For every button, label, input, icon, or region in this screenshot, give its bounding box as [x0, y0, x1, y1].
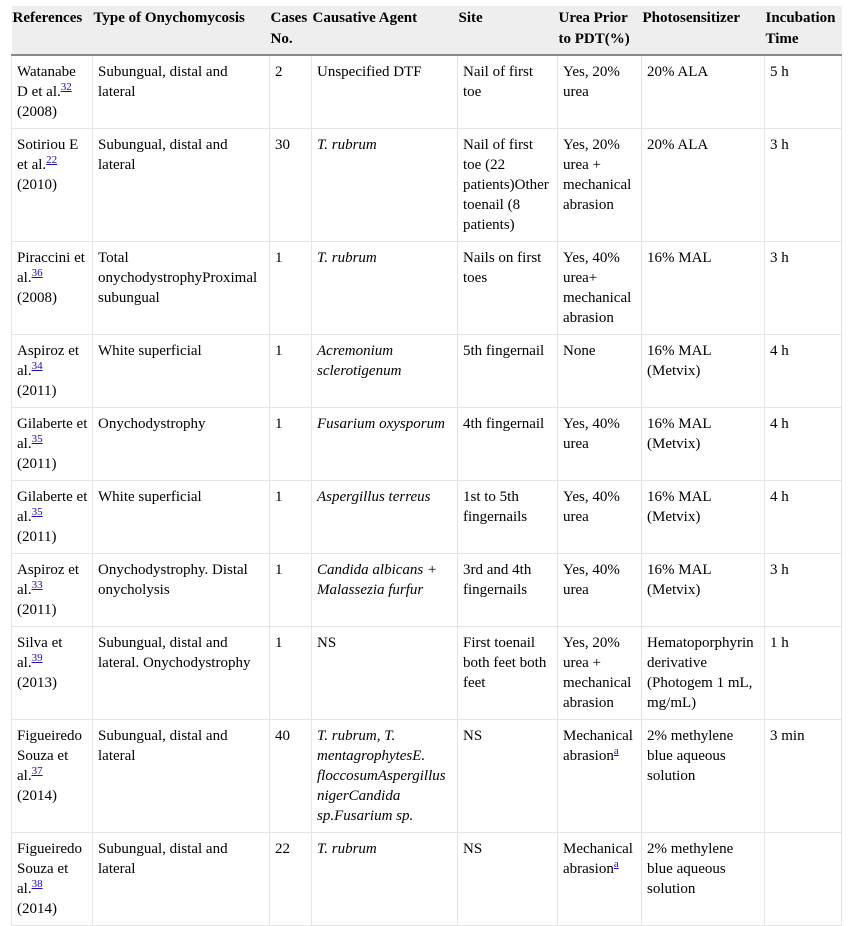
reference-year: (2010) — [17, 177, 57, 193]
table-row — [12, 627, 842, 720]
reference-year: (2011) — [17, 602, 57, 618]
photosensitizer-cell: 2% methylene blue aqueous solution — [642, 833, 765, 926]
reference-cell — [12, 408, 93, 481]
urea-cell — [558, 335, 642, 408]
reference-cell — [12, 554, 93, 627]
urea-text: Yes, 40% urea — [563, 562, 620, 598]
photosensitizer-cell: 2% methylene blue aqueous solution — [642, 720, 765, 833]
table-row — [12, 242, 842, 335]
reference-year: (2014) — [17, 788, 57, 804]
table-container — [11, 6, 841, 926]
type-cell: White superficial — [93, 335, 270, 408]
urea-cell — [558, 720, 642, 833]
type-cell: Subungual, distal and lateral — [93, 55, 270, 129]
urea-text: Mechanical abrasion — [563, 841, 633, 877]
urea-text: None — [563, 343, 596, 359]
cases-cell: 1 — [270, 481, 312, 554]
reference-authors: Piraccini et al. — [17, 250, 85, 286]
table-row — [12, 335, 842, 408]
reference-link[interactable]: 39 — [31, 652, 43, 664]
photosensitizer-cell: 20% ALA — [642, 129, 765, 242]
photosensitizer-cell: 16% MAL (Metvix) — [642, 408, 765, 481]
cases-cell: 40 — [270, 720, 312, 833]
site-cell: 4th fingernail — [458, 408, 558, 481]
table-row — [12, 408, 842, 481]
cases-cell: 22 — [270, 833, 312, 926]
reference-authors: Gilaberte et al. — [17, 489, 88, 525]
reference-authors: Silva et al. — [17, 635, 63, 671]
reference-authors: Aspiroz et al. — [17, 343, 80, 379]
reference-authors: Figueiredo Souza et al. — [17, 841, 82, 897]
table-row — [12, 554, 842, 627]
reference-authors: Aspiroz et al. — [17, 562, 80, 598]
reference-link[interactable]: 35 — [31, 506, 43, 518]
urea-cell — [558, 242, 642, 335]
urea-cell — [558, 129, 642, 242]
agent-cell: Candida albicans + Malassezia furfur — [312, 554, 458, 627]
urea-cell — [558, 408, 642, 481]
header-cell: Cases No. — [270, 6, 312, 55]
table-row — [12, 129, 842, 242]
urea-text: Yes, 40% urea — [563, 489, 620, 525]
header-cell: Site — [458, 6, 558, 55]
table-row — [12, 833, 842, 926]
reference-authors: Sotiriou E et al. — [17, 137, 79, 173]
urea-cell — [558, 833, 642, 926]
header-cell: Urea Prior to PDT(%) — [558, 6, 642, 55]
cases-cell: 1 — [270, 408, 312, 481]
incubation-cell: 3 h — [765, 554, 842, 627]
site-cell: First toenail both feet both feet — [458, 627, 558, 720]
agent-cell: T. rubrum — [312, 129, 458, 242]
cases-cell: 1 — [270, 627, 312, 720]
footnote-link[interactable]: a — [613, 858, 619, 870]
incubation-cell: 1 h — [765, 627, 842, 720]
reference-link[interactable]: 35 — [31, 433, 43, 445]
header-row — [12, 6, 842, 55]
incubation-cell: 4 h — [765, 481, 842, 554]
reference-cell — [12, 481, 93, 554]
photosensitizer-cell: 16% MAL (Metvix) — [642, 554, 765, 627]
type-cell: Subungual, distal and lateral — [93, 720, 270, 833]
agent-cell: NS — [312, 627, 458, 720]
type-cell: Subungual, distal and lateral — [93, 833, 270, 926]
urea-cell — [558, 55, 642, 129]
agent-cell: Unspecified DTF — [312, 55, 458, 129]
header-cell: Photosensitizer — [642, 6, 765, 55]
incubation-cell: 3 min — [765, 720, 842, 833]
urea-text: Yes, 40% urea+ mechanical abrasion — [563, 250, 632, 326]
incubation-cell: 4 h — [765, 335, 842, 408]
header-cell: Causative Agent — [312, 6, 458, 55]
reference-link[interactable]: 38 — [31, 878, 43, 890]
onychomycosis-pdt-table — [11, 6, 842, 926]
agent-cell: T. rubrum — [312, 833, 458, 926]
type-cell: Onychodystrophy — [93, 408, 270, 481]
reference-authors: Figueiredo Souza et al. — [17, 728, 82, 784]
reference-cell — [12, 55, 93, 129]
reference-authors: Gilaberte et al. — [17, 416, 88, 452]
type-cell: Onychodystrophy. Distal onycholysis — [93, 554, 270, 627]
header-cell: Type of Onychomycosis — [93, 6, 270, 55]
incubation-cell: 3 h — [765, 129, 842, 242]
reference-year: (2008) — [17, 290, 57, 306]
urea-cell — [558, 627, 642, 720]
type-cell: Subungual, distal and lateral. Onychodystrophy — [93, 627, 270, 720]
incubation-cell: 5 h — [765, 55, 842, 129]
reference-link[interactable]: 34 — [31, 360, 43, 372]
cases-cell: 30 — [270, 129, 312, 242]
site-cell: Nail of first toe (22 patients)Other toenail (8 patients) — [458, 129, 558, 242]
site-cell: 1st to 5th fingernails — [458, 481, 558, 554]
urea-text: Yes, 20% urea + mechanical abrasion — [563, 635, 632, 711]
reference-cell — [12, 242, 93, 335]
site-cell: Nail of first toe — [458, 55, 558, 129]
reference-year: (2008) — [17, 104, 57, 120]
cases-cell: 1 — [270, 554, 312, 627]
header-cell: References — [12, 6, 93, 55]
photosensitizer-cell: 16% MAL — [642, 242, 765, 335]
table-row — [12, 481, 842, 554]
incubation-cell: 3 h — [765, 242, 842, 335]
urea-cell — [558, 481, 642, 554]
urea-cell — [558, 554, 642, 627]
photosensitizer-cell: 20% ALA — [642, 55, 765, 129]
reference-cell — [12, 833, 93, 926]
agent-cell: Fusarium oxysporum — [312, 408, 458, 481]
photosensitizer-cell: Hematoporphyrin derivative (Photogem 1 mL, mg/mL) — [642, 627, 765, 720]
site-cell: 3rd and 4th fingernails — [458, 554, 558, 627]
reference-cell — [12, 129, 93, 242]
reference-link[interactable]: 32 — [60, 81, 72, 93]
table-row — [12, 720, 842, 833]
urea-text: Yes, 20% urea + mechanical abrasion — [563, 137, 632, 213]
type-cell: White superficial — [93, 481, 270, 554]
cases-cell: 1 — [270, 242, 312, 335]
reference-year: (2011) — [17, 456, 57, 472]
footnote-link[interactable]: a — [613, 745, 619, 757]
photosensitizer-cell: 16% MAL (Metvix) — [642, 481, 765, 554]
incubation-cell: 4 h — [765, 408, 842, 481]
urea-text: Mechanical abrasion — [563, 728, 633, 764]
reference-link[interactable]: 36 — [31, 267, 43, 279]
reference-year: (2014) — [17, 901, 57, 917]
agent-cell: Acremonium sclerotigenum — [312, 335, 458, 408]
site-cell: NS — [458, 833, 558, 926]
reference-link[interactable]: 22 — [46, 154, 58, 166]
cases-cell: 2 — [270, 55, 312, 129]
header-cell: Incubation Time — [765, 6, 842, 55]
reference-cell — [12, 335, 93, 408]
incubation-cell — [765, 833, 842, 926]
reference-link[interactable]: 33 — [31, 579, 43, 591]
site-cell: 5th fingernail — [458, 335, 558, 408]
reference-link[interactable]: 37 — [31, 765, 43, 777]
reference-year: (2013) — [17, 675, 57, 691]
agent-cell: T. rubrum — [312, 242, 458, 335]
reference-year: (2011) — [17, 383, 57, 399]
reference-cell — [12, 627, 93, 720]
type-cell: Total onychodystrophyProximal subungual — [93, 242, 270, 335]
table-row — [12, 55, 842, 129]
photosensitizer-cell: 16% MAL (Metvix) — [642, 335, 765, 408]
urea-text: Yes, 20% urea — [563, 64, 620, 100]
agent-cell: Aspergillus terreus — [312, 481, 458, 554]
cases-cell: 1 — [270, 335, 312, 408]
agent-cell: T. rubrum, T. mentagrophytesE. floccosumAspergillus nigerCandida sp.Fusarium sp. — [312, 720, 458, 833]
type-cell: Subungual, distal and lateral — [93, 129, 270, 242]
site-cell: Nails on first toes — [458, 242, 558, 335]
reference-authors: Watanabe D et al. — [17, 64, 76, 100]
reference-cell — [12, 720, 93, 833]
site-cell: NS — [458, 720, 558, 833]
urea-text: Yes, 40% urea — [563, 416, 620, 452]
reference-year: (2011) — [17, 529, 57, 545]
